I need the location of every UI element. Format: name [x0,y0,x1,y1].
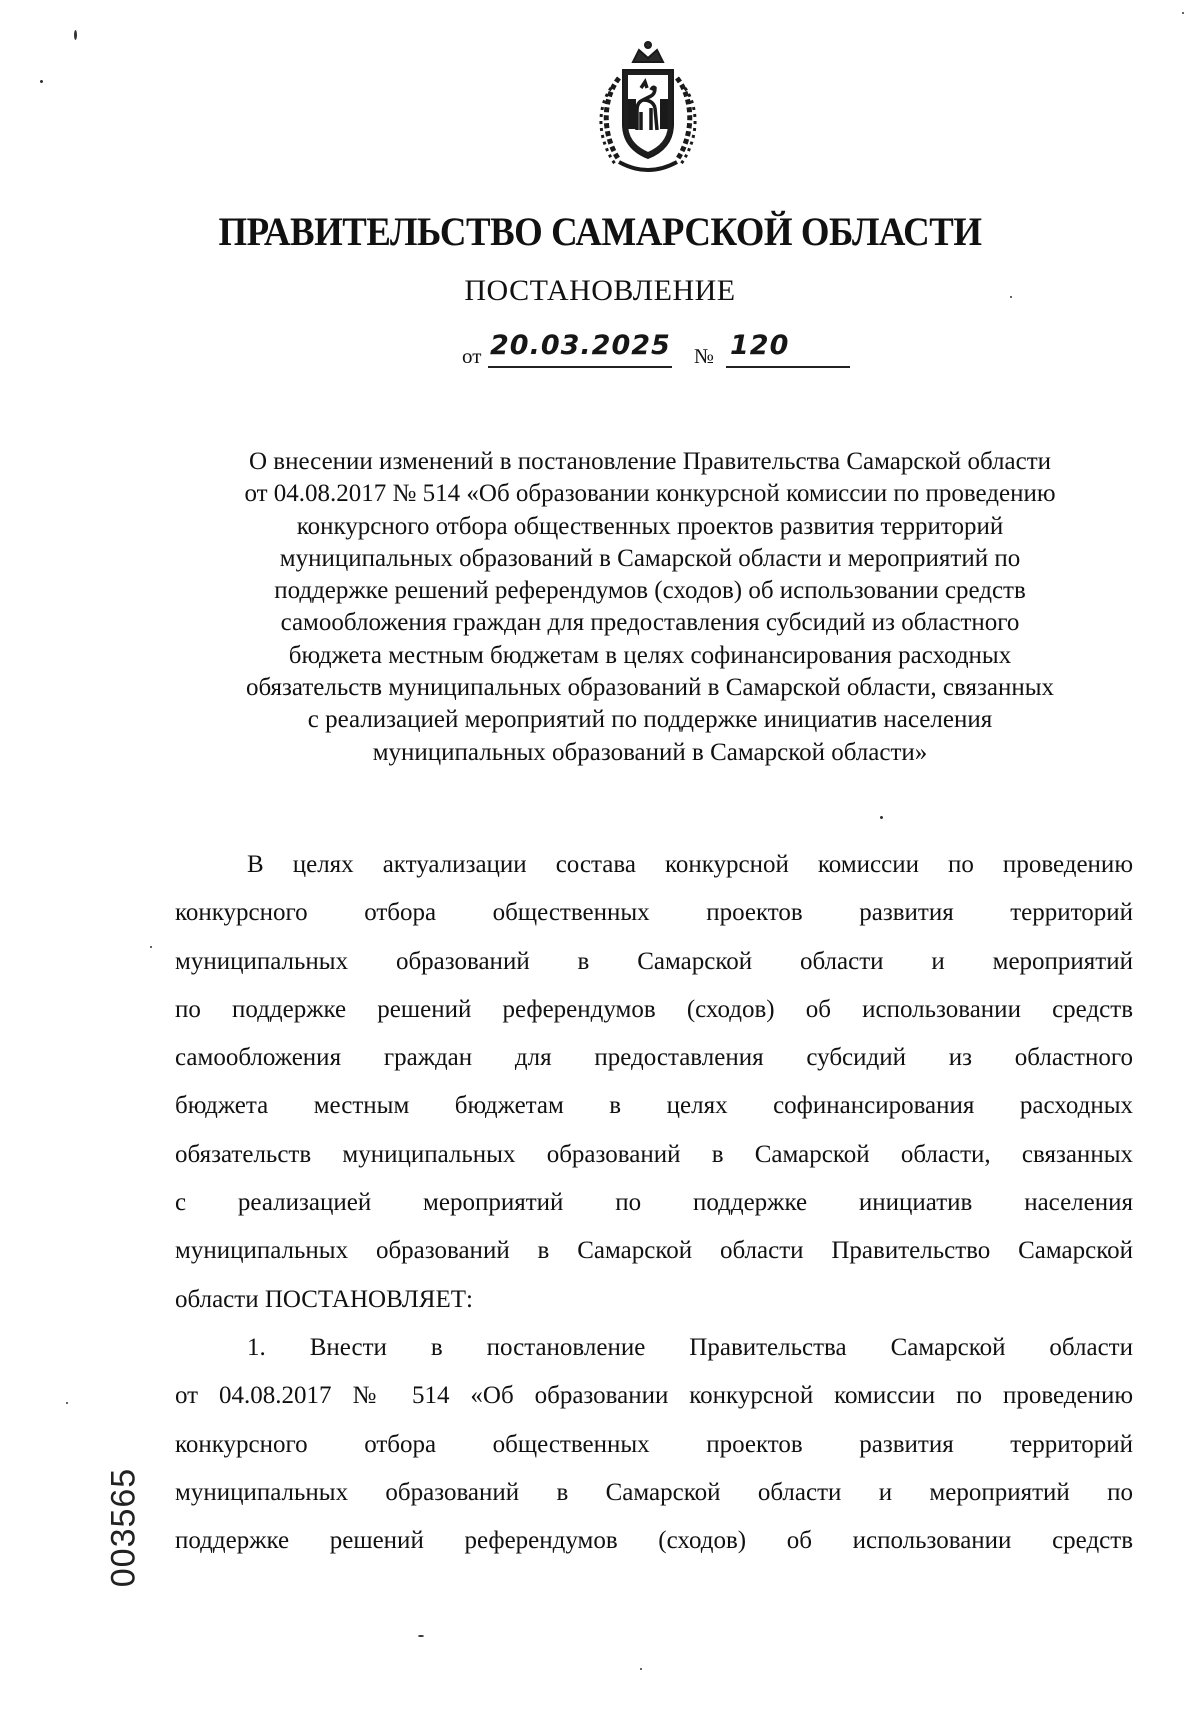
subject-line: муниципальных образований в Самарской области и мероприятий по [279,544,1021,572]
subject-line: самообложения граждан для предоставления субсидий из областного [280,609,1020,637]
body-line: 1. Внести в постановление Правительства Самарской области [247,1333,1133,1361]
body-line: В целях актуализации состава конкурсной комиссии по проведению [247,851,1133,878]
number-value: 120 [730,330,790,361]
body-line: по поддержке решений референдумов (сходов) об использовании средств [175,995,1133,1023]
subject-line: О внесении изменений в постановление Правительства Самарской области [248,448,1052,475]
subject-line: муниципальных образований в Самарской области» [372,738,928,766]
body-line: поддержке решений референдумов (сходов) об использовании средств [175,1527,1133,1555]
number-underline [726,366,850,368]
body-line: области ПОСТАНОВЛЯЕТ: [175,1285,473,1313]
subject-line: конкурсного отбора общественных проектов развития территорий [296,512,1004,540]
subject-line: поддержке решений референдумов (сходов) об использовании средств [274,577,1026,605]
body-line: от 04.08.2017 № 514 «Об образовании конкурсной комиссии по проведению [175,1382,1133,1410]
subject-line: бюджета местным бюджетам в целях софинансирования расходных [288,641,1012,669]
body-line: обязательств муниципальных образований в Самарской области, связанных [175,1140,1133,1168]
scan-speck [1182,12,1184,14]
scan-speck [1010,296,1012,298]
document-subject [150,446,1150,769]
scan-speck [640,1668,642,1670]
scan-speck [74,30,77,40]
serial-stamp-number: 003565 [104,1467,143,1588]
coat-of-arms-icon [589,38,707,178]
subject-line: обязательств муниципальных образований в Самарской области, связанных [245,674,1055,702]
body-line: муниципальных образований в Самарской области и мероприятий по [175,1478,1133,1506]
body-line: конкурсного отбора общественных проектов развития территорий [175,899,1133,927]
body-line: самообложения граждан для предоставления субсидий из областного [175,1044,1133,1072]
scan-speck [150,946,152,948]
body-line: муниципальных образований в Самарской области Правительство Самарской [175,1237,1133,1265]
body-line: бюджета местным бюджетам в целях софинансирования расходных [175,1092,1133,1120]
body-line: с реализацией мероприятий по поддержке инициатив населения [175,1189,1133,1217]
scan-speck [880,816,883,819]
serial-stamp [104,1448,144,1608]
document-type-title: ПОСТАНОВЛЕНИЕ [464,274,736,307]
scan-speck [66,1402,68,1404]
date-label: от [462,344,482,368]
document-body [175,841,1133,1565]
subject-line: от 04.08.2017 № 514 «Об образовании конкурсной комиссии по проведению [244,480,1056,508]
government-title: ПРАВИТЕЛЬСТВО САМАРСКОЙ ОБЛАСТИ [218,209,982,254]
date-value: 20.03.2025 [490,330,671,361]
number-label: № [694,344,715,368]
subject-line: с реализацией мероприятий по поддержке инициатив населения [307,706,993,734]
body-line: муниципальных образований в Самарской области и мероприятий [175,947,1133,975]
scan-speck [40,80,43,83]
scan-speck [418,1635,424,1637]
body-line: конкурсного отбора общественных проектов развития территорий [175,1430,1133,1458]
date-underline [488,366,672,368]
